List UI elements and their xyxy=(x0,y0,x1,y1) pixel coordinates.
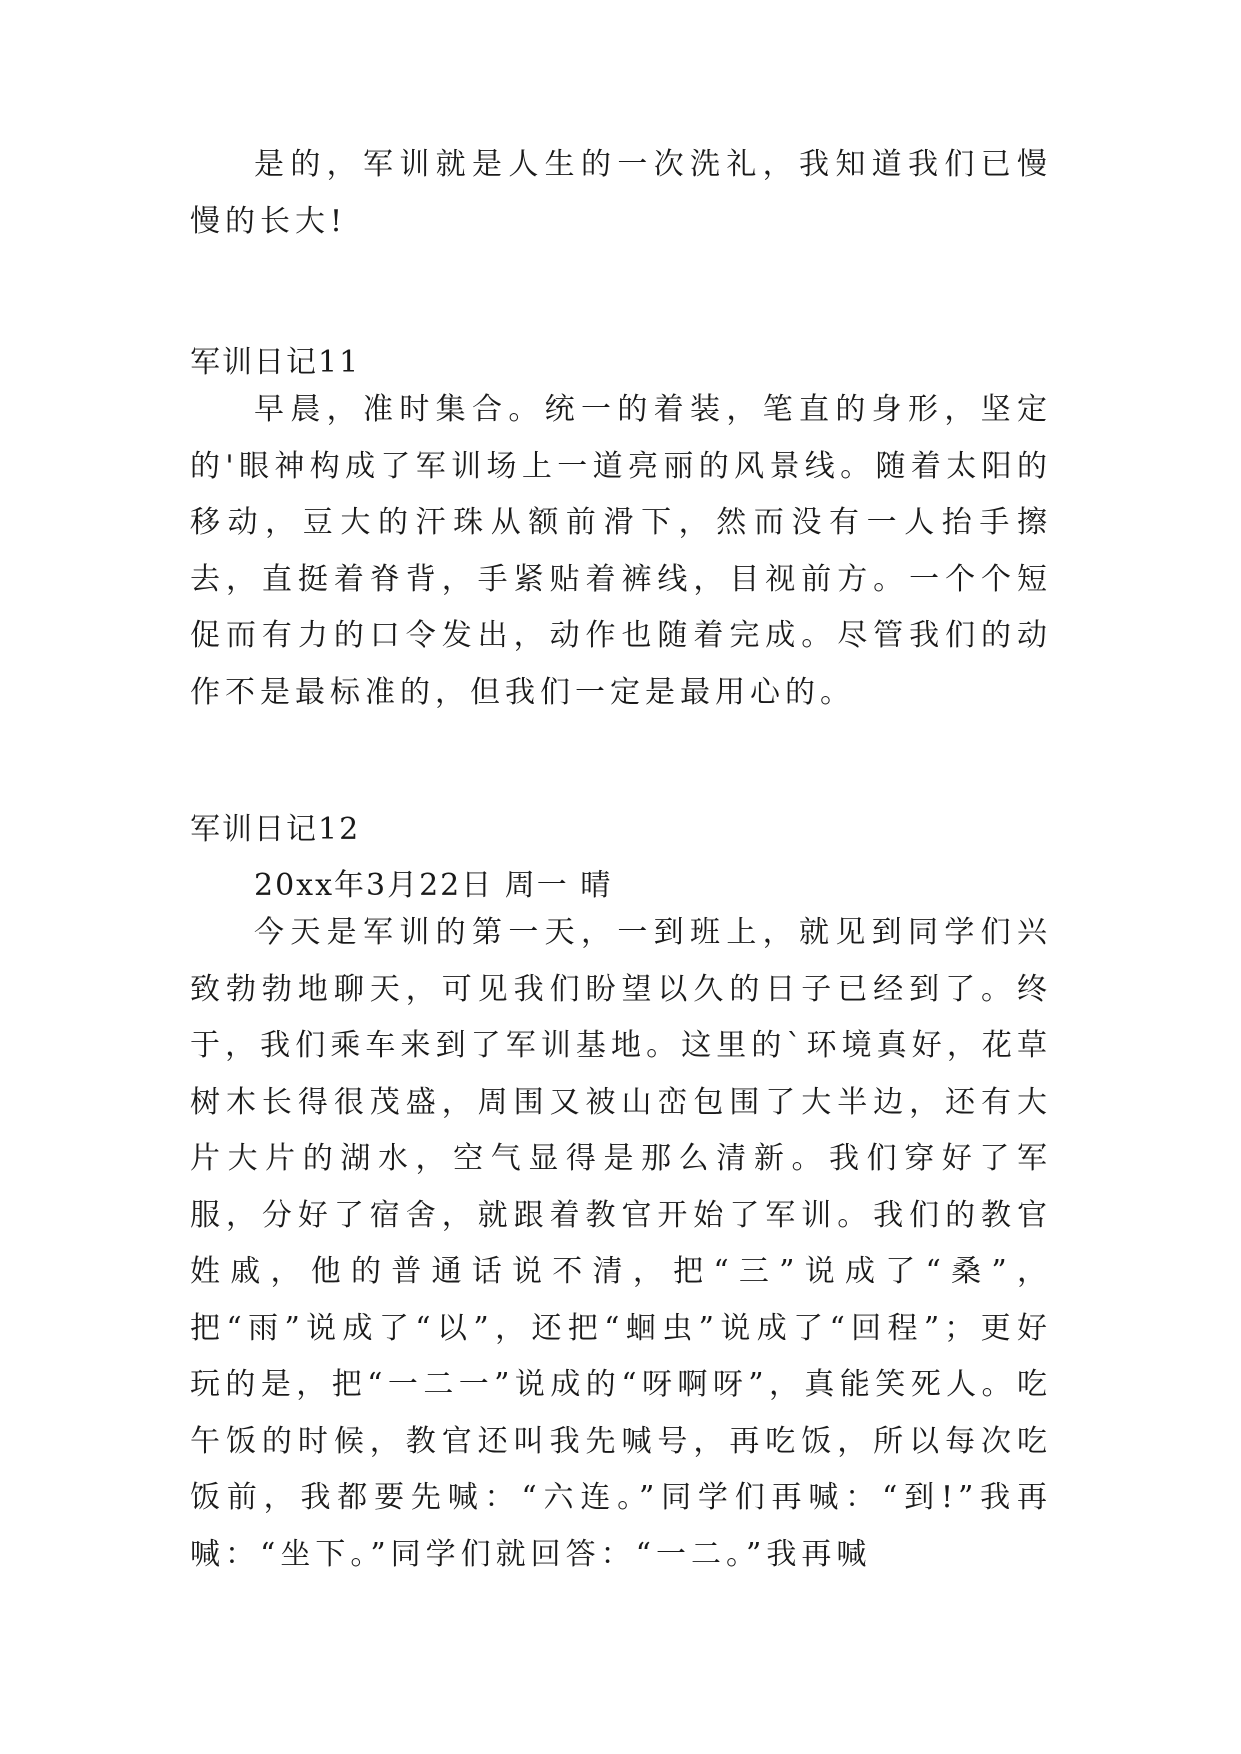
section-paragraph: 早晨，准时集合。统一的着装，笔直的身形，坚定的'眼神构成了军训场上一道亮丽的风景线。随着太阳的移动，豆大的汗珠从额前滑下，然而没有一人抬手擦去，直挺着脊背，手紧贴着裤线，目视前方。一个个短促而有力的口令发出，动作也随着完成。尽管我们的动作不是最标准的，但我们一定是最用心的。 xyxy=(190,392,1052,710)
diary-dateline: 20xx年3月22日 周一 晴 xyxy=(254,868,613,903)
section-heading: 军训日记11 xyxy=(190,345,361,380)
section-heading: 军训日记12 xyxy=(190,812,361,847)
section-paragraph: 今天是军训的第一天，一到班上，就见到同学们兴致勃勃地聊天，可见我们盼望以久的日子已经到了。终于，我们乘车来到了军训基地。这里的`环境真好，花草树木长得很茂盛，周围又被山峦包围了大半边，还有大片大片的湖水，空气显得是那么清新。我们穿好了军服，分好了宿舍，就跟着教官开始了军训。我们的教官姓戚，他的普通话说不清，把“三”说成了“桑”，把“雨”说成了“以”，还把“蛔虫”说成了“回程”；更好玩的是，把“一二一”说成的“呀啊呀”，真能笑死人。吃午饭的时候，教官还叫我先喊号，再吃饭，所以每次吃饭前，我都要先喊：“六连。”同学们再喊：“到!”我再喊：“坐下。”同学们就回答：“一二。”我再喊 xyxy=(190,915,1052,1572)
intro-paragraph: 是的，军训就是人生的一次洗礼，我知道我们已慢慢的长大! xyxy=(190,147,1052,239)
